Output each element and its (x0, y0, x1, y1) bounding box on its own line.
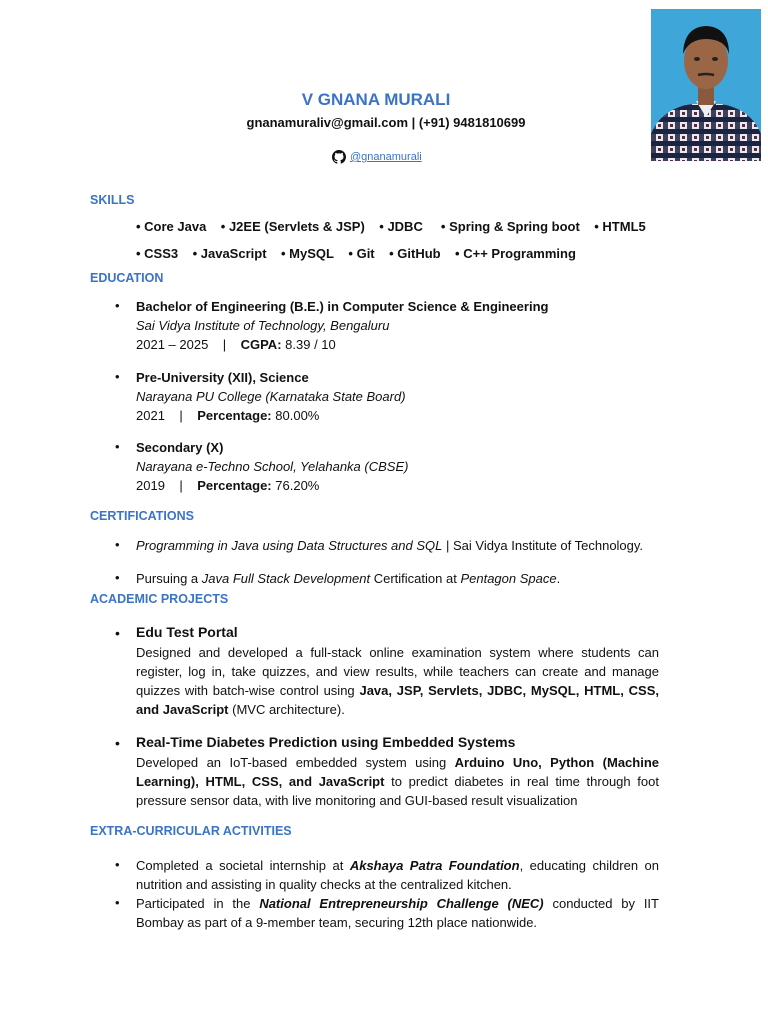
project-title: Real-Time Diabetes Prediction using Embedded Systems (136, 734, 516, 750)
skills-row-1 (136, 219, 646, 234)
skill-item: • J2EE (Servlets & JSP) (220, 219, 365, 234)
bullet: • (115, 857, 120, 872)
skill-item: • HTML5 (594, 219, 646, 234)
education-details: 2021 – 2025 | CGPA: 8.39 / 10 (136, 337, 336, 352)
person-avatar-icon (651, 9, 761, 161)
skills-row-2 (136, 246, 576, 261)
section-extra-heading: EXTRA-CURRICULAR ACTIVITIES (90, 824, 292, 838)
skill-item: • GitHub (389, 246, 441, 261)
contact-info: gnanamuraliv@gmail.com | (+91) 9481810699 (246, 115, 526, 130)
section-certifications-heading: CERTIFICATIONS (90, 509, 194, 523)
profile-photo (651, 9, 761, 161)
activity-item: Completed a societal internship at Akshaya Patra Foundation, educating children on nutrition and assisting in quality checks at the centralized kitchen. (136, 858, 659, 892)
github-link-row[interactable] (332, 150, 422, 164)
education-degree: Secondary (X) (136, 440, 224, 455)
education-entry-secondary (136, 438, 408, 495)
skill-item: • MySQL (280, 246, 334, 261)
bullet: • (115, 439, 120, 454)
project-description: Designed and developed a full-stack online examination system where students can register, log in, take quizzes, and view results, while teachers can create and manage quizzes with batch-wise control using Java, JSP, Servlets, JDBC, MySQL, HTML, CSS, and JavaScript (MVC architecture). (136, 645, 659, 717)
candidate-name: V GNANA MURALI (301, 90, 451, 109)
section-skills-heading: SKILLS (90, 193, 135, 207)
bullet: • (115, 895, 120, 910)
project-title: Edu Test Portal (136, 624, 238, 640)
education-degree: Bachelor of Engineering (B.E.) in Computer Science & Engineering (136, 299, 549, 314)
bullet: • (115, 625, 120, 641)
certification-item: Programming in Java using Data Structures and SQL | Sai Vidya Institute of Technology. (136, 538, 644, 553)
education-institute: Narayana e-Techno School, Yelahanka (CBSE) (136, 459, 409, 474)
skill-item: • Core Java (136, 219, 207, 234)
education-details: 2019 | Percentage: 76.20% (136, 478, 320, 493)
github-icon (332, 150, 346, 164)
skill-item: • Spring & Spring boot (440, 219, 580, 234)
certification-item: Pursuing a Java Full Stack Development Certification at Pentagon Space. (136, 571, 561, 586)
bullet: • (115, 735, 120, 751)
bullet: • (115, 369, 120, 384)
bullet: • (115, 298, 120, 313)
section-education-heading: EDUCATION (90, 271, 164, 285)
skill-item: • C++ Programming (455, 246, 576, 261)
skill-item: • Git (348, 246, 375, 261)
education-entry-be (136, 297, 548, 354)
education-entry-puc (136, 368, 406, 425)
skill-item: • CSS3 (136, 246, 179, 261)
bullet: • (115, 537, 120, 552)
education-institute: Sai Vidya Institute of Technology, Bengaluru (136, 318, 390, 333)
education-details: 2021 | Percentage: 80.00% (136, 408, 320, 423)
skill-item: • JavaScript (192, 246, 267, 261)
skill-item: • JDBC (379, 219, 423, 234)
section-projects-heading: ACADEMIC PROJECTS (90, 592, 229, 606)
activity-item: Participated in the National Entrepreneurship Challenge (NEC) conducted by IIT Bombay as part of a 9-member team, securing 12th place nationwide. (136, 896, 659, 930)
bullet: • (115, 570, 120, 585)
education-degree: Pre-University (XII), Science (136, 370, 309, 385)
project-description: Developed an IoT-based embedded system using Arduino Uno, Python (Machine Learning), HTML, CSS, and JavaScript to predict diabetes in real time through foot pressure sensor data, with live monitoring and GUI-based result visualization (136, 755, 659, 808)
github-link[interactable]: @gnanamurali (350, 151, 422, 163)
education-institute: Narayana PU College (Karnataka State Board) (136, 389, 406, 404)
